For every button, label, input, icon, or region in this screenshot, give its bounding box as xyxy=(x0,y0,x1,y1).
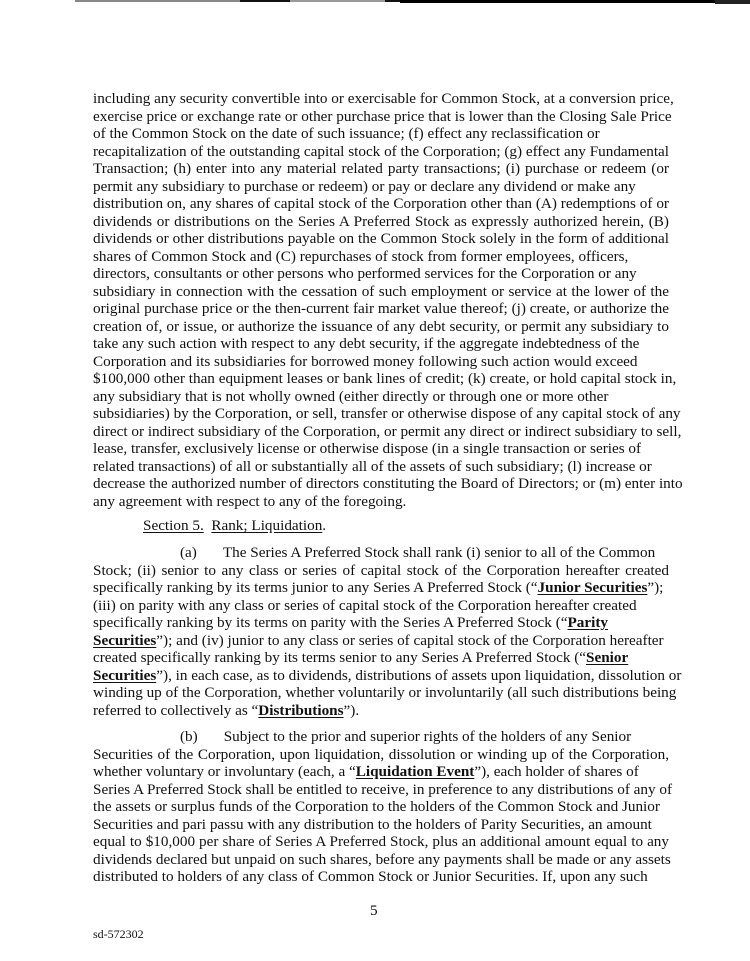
text-line xyxy=(93,702,359,719)
text-line: (iii) on parity with any class or series of capital stock of the Corporation hereafter created xyxy=(93,596,637,614)
text-line: The Series A Preferred Stock shall rank (i) senior to all of the Common xyxy=(222,544,656,561)
text-line xyxy=(93,579,663,596)
text-line: any agreement with respect to any of the foregoing. xyxy=(93,492,407,510)
defined-term-liquidation-event: Liquidation Event xyxy=(355,763,475,780)
text-line: permit any subsidiary to purchase or redeem) or pay or declare any dividend or make any xyxy=(93,177,636,195)
text-span: ”). xyxy=(343,701,360,719)
text-line: winding up of the Corporation, whether voluntarily or involuntarily (all such distributions being xyxy=(93,684,677,701)
text-line xyxy=(93,649,628,666)
text-line: original purchase price or the then-current fair market value thereof; (j) create, or authorize the xyxy=(93,300,669,317)
section-title: Rank; Liquidation xyxy=(211,517,323,534)
text-line: related transactions) of all or substantially all of the assets of such subsidiary; (l) increase or xyxy=(93,457,652,475)
text-line: Securities and pari passu with any distribution to the holders of Parity Securities, an amount xyxy=(93,815,652,833)
text-line: Series A Preferred Stock shall be entitled to receive, in preference to any distributions of any of xyxy=(93,780,673,798)
text-span: ”), each holder of shares of xyxy=(474,763,639,780)
text-span: specifically ranking by its terms junior to any Series A Preferred Stock (“ xyxy=(93,579,538,596)
text-span: referred to collectively as “ xyxy=(93,701,259,719)
text-line: directors, consultants or other persons who performed services for the Corporation or any xyxy=(93,265,637,282)
text-line: exercise price or exchange rate or other purchase price that is lower than the Closing Sale Price xyxy=(93,107,672,125)
para-a-first-line xyxy=(180,544,655,561)
text-line: creation of, or issue, or authorize the issuance of any debt security, or permit any subsidiary to xyxy=(93,317,669,335)
section-number: Section 5. xyxy=(143,517,204,534)
text-line: recapitalization of the outstanding capital stock of the Corporation; (g) effect any Fundamental xyxy=(93,142,669,160)
text-line: distributed to holders of any class of Common Stock or Junior Securities. If, upon any such xyxy=(93,868,648,885)
text-line: dividends or distributions on the Series A Preferred Stock as expressly authorized herein, (B) xyxy=(93,212,669,230)
text-line: $100,000 other than equipment leases or bank lines of credit; (k) create, or hold capital stock in, xyxy=(93,370,677,387)
text-line: Securities of the Corporation, upon liquidation, dissolution or winding up of the Corporation, xyxy=(93,745,669,763)
text-line: Stock; (ii) senior to any class or series of capital stock of the Corporation hereafter created xyxy=(93,561,669,579)
text-span: ”); and (iv) junior to any class or series of capital stock of the Corporation hereafter xyxy=(156,631,664,649)
text-line: subsidiaries) by the Corporation, or sell, transfer or otherwise dispose of any capital stock of any xyxy=(93,405,681,422)
text-span: created specifically ranking by its terms senior to any Series A Preferred Stock (“ xyxy=(93,649,587,666)
text-line: the assets or surplus funds of the Corporation to the holders of the Common Stock and Junior xyxy=(93,798,660,815)
section-heading xyxy=(143,517,326,534)
page-number: 5 xyxy=(370,902,378,919)
text-span: whether voluntary or involuntary (each, a “ xyxy=(93,763,356,780)
text-line: dividends declared but unpaid on such shares, before any payments shall be made or any assets xyxy=(93,850,671,868)
text-line: shares of Common Stock and (C) repurchases of stock from former employees, officers, xyxy=(93,247,629,265)
text-line xyxy=(93,763,639,780)
text-line: direct or indirect subsidiary of the Corporation, or permit any direct or indirect subsidiary to sell, xyxy=(93,422,682,440)
defined-term-parity-securities: Securities xyxy=(93,631,157,649)
para-b-first-line xyxy=(180,728,631,745)
defined-term-senior-securities: Senior xyxy=(586,649,629,666)
text-line: of the Common Stock on the date of such issuance; (f) effect any reclassification or xyxy=(93,125,600,142)
text-line: subsidiary in connection with the cessation of such employment or service at the lower of the xyxy=(93,282,669,300)
document-id: sd-572302 xyxy=(93,927,144,941)
text-line: distribution on, any shares of capital stock of the Corporation other than (A) redemptions of or xyxy=(93,195,669,212)
text-line: dividends or other distributions payable on the Common Stock solely in the form of additional xyxy=(93,230,669,247)
defined-term-junior-securities: Junior Securities xyxy=(537,579,648,596)
para-a-label: (a) xyxy=(180,544,197,561)
text-span: specifically ranking by its terms on parity with the Series A Preferred Stock (“ xyxy=(93,614,568,631)
text-line: any subsidiary that is not wholly owned (either directly or through one or more other xyxy=(93,387,609,405)
text-line: including any security convertible into or exercisable for Common Stock, at a conversion price, xyxy=(93,90,674,107)
section-heading-period: . xyxy=(322,517,327,534)
text-line: Corporation and its subsidiaries for borrowed money following such action would exceed xyxy=(93,352,638,370)
text-line: lease, transfer, exclusively license or otherwise dispose (in a single transaction or series of xyxy=(93,440,642,457)
text-span: ”); xyxy=(647,579,664,596)
defined-term-senior-securities: Securities xyxy=(93,666,157,684)
text-span: ”), in each case, as to dividends, distributions of assets upon liquidation, dissolution or xyxy=(156,666,682,684)
text-line xyxy=(93,632,664,649)
text-line xyxy=(93,667,681,684)
defined-term-parity-securities: Parity xyxy=(567,614,608,631)
text-line xyxy=(93,614,608,631)
para-b-label: (b) xyxy=(180,728,198,745)
text-line: equal to $10,000 per share of Series A Preferred Stock, plus an additional amount equal to any xyxy=(93,833,669,850)
text-line: take any such action with respect to any debt security, if the aggregate indebtedness of the xyxy=(93,335,640,352)
text-line: decrease the authorized number of directors constituting the Board of Directors; or (m) enter into xyxy=(93,475,683,492)
text-line: Subject to the prior and superior rights of the holders of any Senior xyxy=(223,728,632,745)
defined-term-distributions: Distributions xyxy=(258,701,344,719)
text-line: Transaction; (h) enter into any material related party transactions; (i) purchase or redeem (or xyxy=(93,160,669,177)
